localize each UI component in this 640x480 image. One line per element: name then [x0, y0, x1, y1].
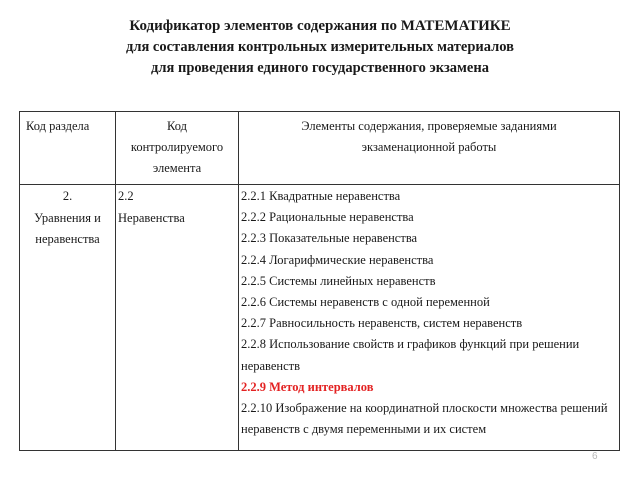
header-section-code-label: Код раздела [26, 119, 90, 133]
content-item: 2.2.6 Системы неравенств с одной переменной [241, 295, 490, 310]
section-name-line1: Уравнения и [34, 210, 101, 225]
element-code: 2.2 [118, 189, 134, 203]
content-item: 2.2.4 Логарифмические неравенства [241, 252, 434, 267]
header-element-code-line3: элемента [152, 161, 202, 175]
element-name: Неравенства [118, 210, 185, 225]
header-element-code [116, 112, 239, 185]
content-item-highlighted: 2.2.9 Метод интервалов [241, 379, 374, 394]
header-element-code-line2: контролируемого [130, 140, 224, 154]
codifier-table [19, 111, 620, 451]
section-cell [20, 185, 116, 451]
section-number: 2. [62, 189, 73, 203]
title-line-3: для проведения единого государственного экзамена [151, 60, 489, 76]
header-element-code-line1: Код [167, 119, 187, 133]
content-item: 2.2.5 Системы линейных неравенств [241, 273, 436, 288]
title-line-2: для составления контрольных измерительных материалов [125, 39, 515, 55]
content-items-cell [239, 185, 620, 451]
page-number: 6 [592, 451, 598, 462]
header-section-code [20, 112, 116, 185]
element-cell [116, 185, 239, 451]
table-row [20, 185, 620, 451]
table-header-row [20, 112, 620, 185]
content-item: 2.2.1 Квадратные неравенства [241, 189, 401, 203]
title-line-1: Кодификатор элементов содержания по МАТЕМАТИКЕ [129, 18, 511, 34]
header-content-line1: Элементы содержания, проверяемые заданиями [301, 119, 557, 133]
section-name-line2: неравенства [35, 232, 100, 246]
header-content-line2: экзаменационной работы [361, 140, 497, 154]
content-item: 2.2.8 Использование свойств и графиков функций при решении неравенств [241, 337, 580, 373]
content-item: 2.2.10 Изображение на координатной плоскости множества решений неравенств с двумя переменными и их систем [241, 401, 608, 437]
header-content-elements [239, 112, 620, 185]
document-title [0, 16, 640, 79]
content-item: 2.2.2 Рациональные неравенства [241, 210, 414, 225]
content-item: 2.2.3 Показательные неравенства [241, 231, 418, 246]
content-item: 2.2.7 Равносильность неравенств, систем неравенств [241, 316, 523, 331]
